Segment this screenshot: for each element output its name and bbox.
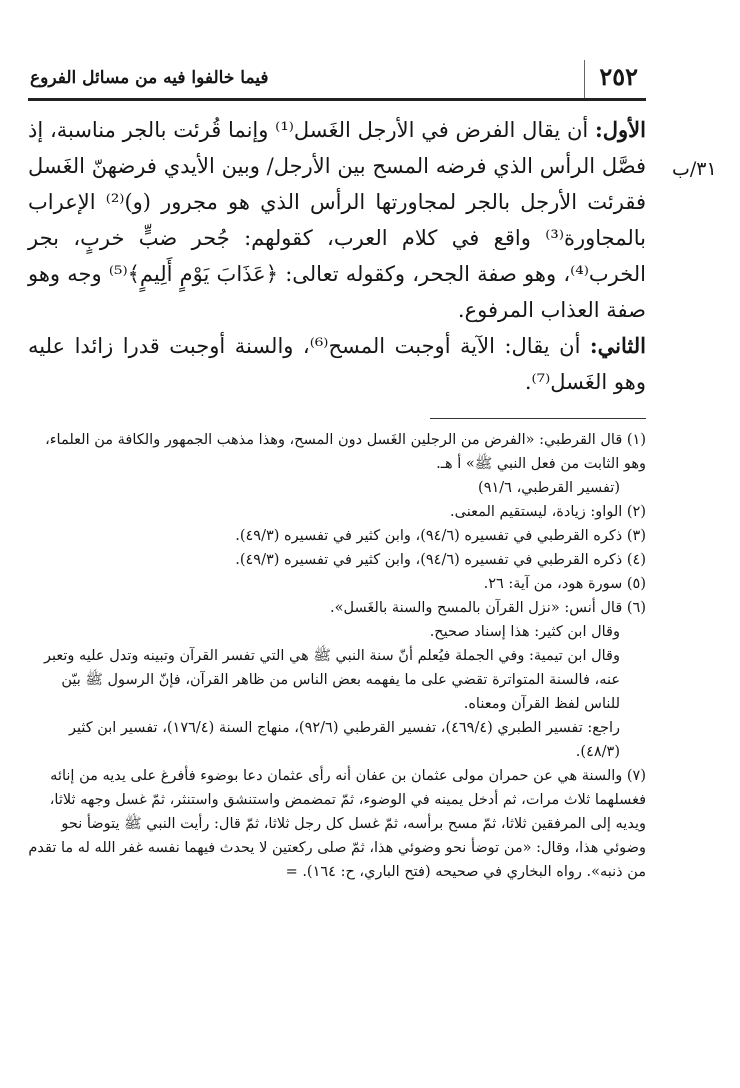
paragraph-second: [28, 328, 646, 400]
footnote-6-references: راجع: تفسير الطبري (٤٦٩/٤)، تفسير القرطبي (٩٢/٦)، منهاج السنة (١٧٦/٤)، تفسير ابن كثير (٤٨/٣).: [68, 720, 620, 760]
manuscript-folio-note: ٣١/ب: [672, 158, 717, 180]
footnote-separator: [430, 418, 646, 419]
paragraph-text-second: أن يقال: الآية أوجبت المسح⁽⁶⁾، والسنة أوجبت قدرا زائدا عليه وهو الغَسل⁽⁷⁾.: [28, 334, 646, 394]
footnote-3: (٣) ذكره القرطبي في تفسيره (٩٤/٦)، وابن كثير في تفسيره (٤٩/٣).: [235, 528, 646, 544]
footnote-6-ibn-taymiyyah: وقال ابن تيمية: وفي الجملة فيُعلم أنّ سنة النبي ﷺ هي التي تفسر القرآن وتبينه وتدل عليه وتعبر عنه، فالسنة المتواترة تقضي على ما يفهمه بعض الناس من ظاهر القرآن، فإنّ الرسول ﷺ بيّن للناس لفظ القرآن ومعناه.: [43, 648, 620, 712]
footnote-1: (١) قال القرطبي: «الفرض من الرجلين الغَسل دون المسح، وهذا مذهب الجمهور والكافة من العلماء، وهو الثابت من فعل النبي ﷺ» أ هـ.: [45, 432, 646, 472]
page-number: ٢٥٢: [599, 62, 638, 91]
header-divider: [584, 60, 585, 98]
main-text: [28, 112, 646, 400]
footnote-2: (٢) الواو: زيادة، ليستقيم المعنى.: [450, 504, 646, 520]
paragraph-lead-first: الأول:: [595, 117, 646, 142]
footnotes: [28, 428, 646, 884]
paragraph-text-first: أن يقال الفرض في الأرجل الغَسل⁽¹⁾ وإنما قُرئت بالجر مناسبة، إذ فصَّل الرأس الذي فرضه المسح بين الأرجل/ وبين الأيدي فرضهنّ الغَسل فقرئت الأرجل بالجر لمجاورتها الرأس الذي هو مجرور (و)⁽²⁾ الإعراب بالمجاورة⁽³⁾ واقع في كلام العرب، كقولهم: جُحر ضبٍّ خربٍ، بجر الخرب⁽⁴⁾، وهو صفة الجحر، وكقوله تعالى: ﴿عَذَابَ يَوْمٍ أَلِيمٍ﴾⁽⁵⁾ وجه وهو صفة العذاب المرفوع.: [28, 118, 646, 322]
footnote-6: (٦) قال أنس: «نزل القرآن بالمسح والسنة بالغَسل».: [330, 600, 646, 616]
footnote-5: (٥) سورة هود، من آية: ٢٦.: [483, 576, 646, 592]
paragraph-first: [28, 112, 646, 328]
header-rule: [28, 98, 646, 101]
paragraph-lead-second: الثاني:: [589, 333, 646, 358]
running-header: [28, 60, 646, 100]
footnote-4: (٤) ذكره القرطبي في تفسيره (٩٤/٦)، وابن كثير في تفسيره (٤٩/٣).: [235, 552, 646, 568]
footnote-6-ibn-kathir: وقال ابن كثير: هذا إسناد صحيح.: [429, 624, 620, 640]
footnote-7: (٧) والسنة هي عن حمران مولى عثمان بن عفان أنه رأى عثمان دعا بوضوء فأفرغ على يديه من إنائه فغسلهما ثلاث مرات، ثم أدخل يمينه في الوضوء، ثمّ تمضمض واستنشق واستنثر، ثمّ غسل وجهه ثلاثا، ويديه إلى المرفقين ثلاثا، ثمّ مسح برأسه، ثمّ غسل كل رجل ثلاثا، ثمّ قال: رأيت النبي ﷺ يتوضأ نحو وضوئي هذا، وقال: «من توضأ نحو وضوئي هذا، ثمّ صلى ركعتين لا يحدث فيهما نفسه غفر الله له ما تقدم من ذنبه». رواه البخاري في صحيحه (فتح الباري، ح: ١٦٤). =: [28, 768, 646, 880]
running-title: فيما خالفوا فيه من مسائل الفروع: [30, 68, 269, 88]
footnote-1-source: (تفسير القرطبي، ٩١/٦): [478, 480, 620, 496]
